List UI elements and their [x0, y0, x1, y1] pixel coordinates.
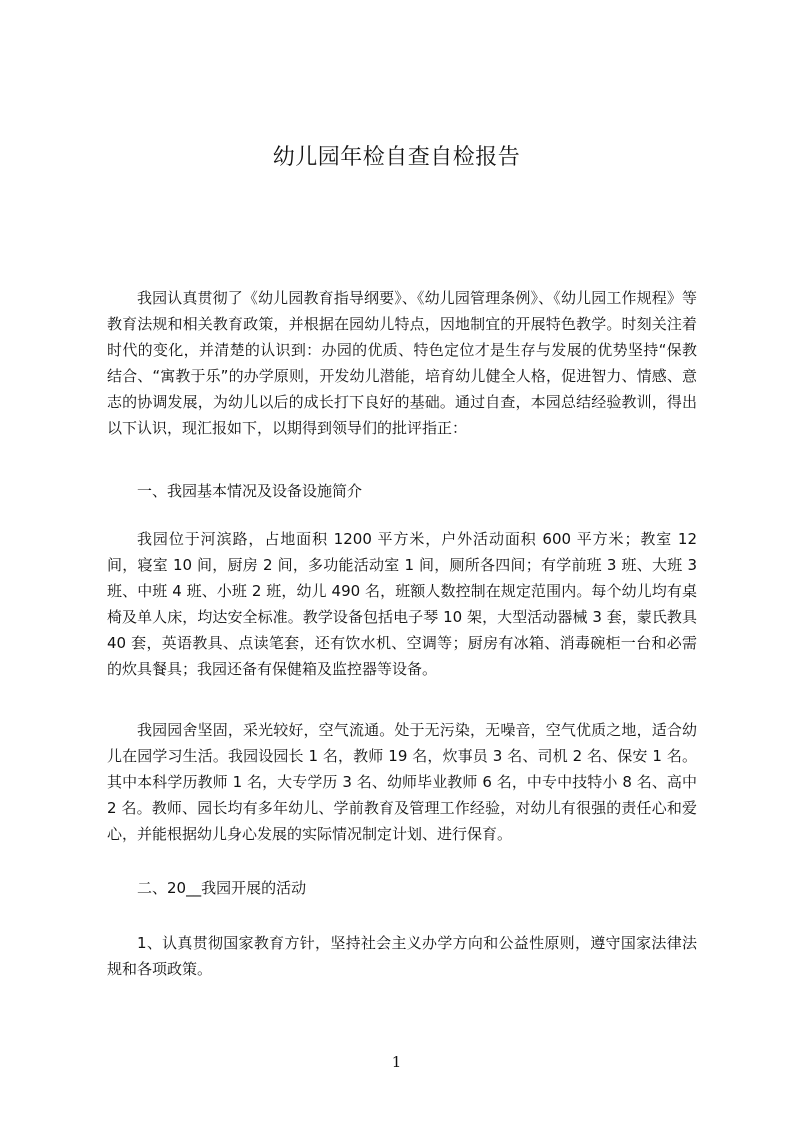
section-2-heading: 二、20__我园开展的活动: [137, 879, 307, 897]
section-1-paragraph-1: 我园位于河滨路，占地面积 1200 平方米，户外活动面积 600 平方米；教室 12 间，寝室 10 间，厨房 2 间，多功能活动室 1 间，厕所各四间；有学前班 3 班、大班 3 班、中班 4 班、小班 2 班，幼儿 490 名，班额人数控制在规定范围内。每个幼儿均有桌椅及单人床，均达安全标准。教学设备包括电子琴 10 架，大型活动器械 3 套，蒙氏教具 40 套，英语教具、点读笔套，还有饮水机、空调等；厨房有冰箱、消毒碗柜一台和必需的炊具餐具；我园还备有保健箱及监控器等设备。: [107, 530, 697, 678]
section-2-paragraph-1: 1、认真贯彻国家教育方针，坚持社会主义办学方向和公益性原则，遵守国家法律法规和各项政策。: [107, 934, 697, 978]
document-title: 幼儿园年检自查自检报告: [272, 145, 521, 170]
section-1-paragraph-2: 我园园舍坚固，采光较好，空气流通。处于无污染，无噪音，空气优质之地，适合幼儿在园学习生活。我园设园长 1 名，教师 19 名，炊事员 3 名、司机 2 名、保安 1 名。其中本科学历教师 1 名，大专学历 3 名、幼师毕业教师 6 名，中专中技特小 8 名、高中 2 名。教师、园长均有多年幼儿、学前教育及管理工作经验，对幼儿有很强的责任心和爱心，并能根据幼儿身心发展的实际情况制定计划、进行保育。: [107, 721, 697, 843]
page-number: 1: [391, 1053, 402, 1071]
section-1-heading: 一、我园基本情况及设备设施简介: [137, 482, 363, 500]
intro-paragraph: 我园认真贯彻了《幼儿园教育指导纲要》、《幼儿园管理条例》、《幼儿园工作规程》等教育法规和相关教育政策，并根据在园幼儿特点，因地制宜的开展特色教学。时刻关注着时代的变化，并清楚的认识到：办园的优质、特色定位才是生存与发展的优势坚持“保教结合、“寓教于乐”的办学原则，开发幼儿潜能，培育幼儿健全人格，促进智力、情感、意志的协调发展，为幼儿以后的成长打下良好的基础。通过自查，本园总结经验教训，得出以下认识，现汇报如下，以期得到领导们的批评指正：: [107, 289, 697, 437]
